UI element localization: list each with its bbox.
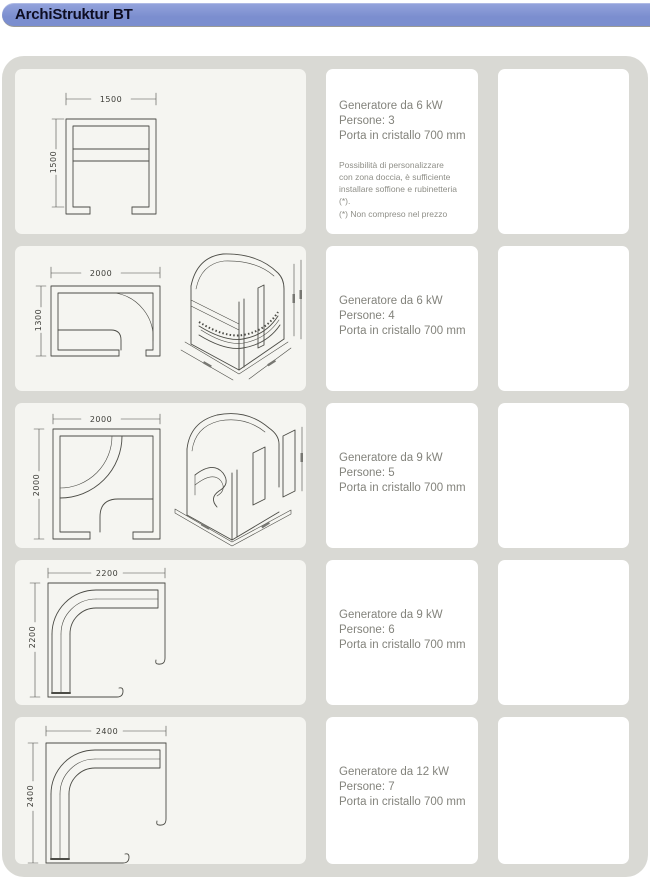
dim-height-label: 2200 bbox=[28, 625, 37, 649]
dim-width-label: 1500 bbox=[99, 95, 123, 104]
floor-plan-1500-drawing bbox=[15, 69, 306, 234]
spec-generator: Generatore da 9 kW bbox=[339, 609, 443, 621]
empty-cell bbox=[498, 246, 629, 391]
empty-cell bbox=[498, 69, 629, 234]
customization-note: Possibilità di personalizzare con zona doccia, è sufficiente installare soffione e rubinetteria (*). (*) Non compreso nel prezzo bbox=[339, 159, 457, 219]
spec-door: Porta in cristallo 700 mm bbox=[339, 130, 466, 143]
spec-door: Porta in cristallo 700 mm bbox=[339, 482, 466, 495]
spec-cell bbox=[326, 69, 478, 234]
catalog-grid bbox=[2, 56, 648, 877]
dim-width-label: 2000 bbox=[89, 269, 113, 278]
dim-height-label: 1500 bbox=[49, 150, 58, 174]
spec-cell bbox=[326, 560, 478, 705]
drawing-cell bbox=[15, 69, 306, 234]
spec-persons: Persone: 6 bbox=[339, 624, 395, 637]
dim-width-label: 2400 bbox=[95, 727, 119, 736]
dim-height-label: 1300 bbox=[34, 308, 43, 332]
empty-cell bbox=[498, 403, 629, 548]
header-bar bbox=[2, 3, 650, 27]
spec-persons: Persone: 4 bbox=[339, 310, 395, 323]
floor-plan-2000x1300-drawing bbox=[15, 246, 306, 391]
dim-height-label: 2400 bbox=[26, 784, 35, 808]
spec-persons: Persone: 7 bbox=[339, 781, 395, 794]
spec-cell bbox=[326, 403, 478, 548]
isometric-drawing bbox=[181, 254, 302, 380]
drawing-cell bbox=[15, 560, 306, 705]
spec-generator: Generatore da 6 kW bbox=[339, 295, 443, 307]
page-title: ArchiStruktur BT bbox=[15, 6, 133, 23]
spec-generator: Generatore da 9 kW bbox=[339, 452, 443, 464]
drawing-cell bbox=[15, 403, 306, 548]
spec-generator: Generatore da 12 kW bbox=[339, 766, 449, 778]
spec-persons: Persone: 3 bbox=[339, 115, 395, 128]
drawing-cell bbox=[15, 717, 306, 864]
spec-door: Porta in cristallo 700 mm bbox=[339, 639, 466, 652]
floor-plan-2000x2000-drawing bbox=[15, 403, 306, 548]
floor-plan-2400x2400-drawing bbox=[15, 717, 306, 864]
spec-persons: Persone: 5 bbox=[339, 467, 395, 480]
floor-plan-2200x2200-drawing bbox=[15, 560, 306, 705]
empty-cell bbox=[498, 717, 629, 864]
isometric-drawing bbox=[175, 414, 303, 546]
spec-cell bbox=[326, 246, 478, 391]
dim-width-label: 2200 bbox=[95, 569, 119, 578]
dim-height-label: 2000 bbox=[32, 473, 41, 497]
dim-width-label: 2000 bbox=[89, 415, 113, 424]
spec-cell bbox=[326, 717, 478, 864]
spec-door: Porta in cristallo 700 mm bbox=[339, 325, 466, 338]
empty-cell bbox=[498, 560, 629, 705]
drawing-cell bbox=[15, 246, 306, 391]
spec-generator: Generatore da 6 kW bbox=[339, 100, 443, 112]
spec-door: Porta in cristallo 700 mm bbox=[339, 796, 466, 809]
